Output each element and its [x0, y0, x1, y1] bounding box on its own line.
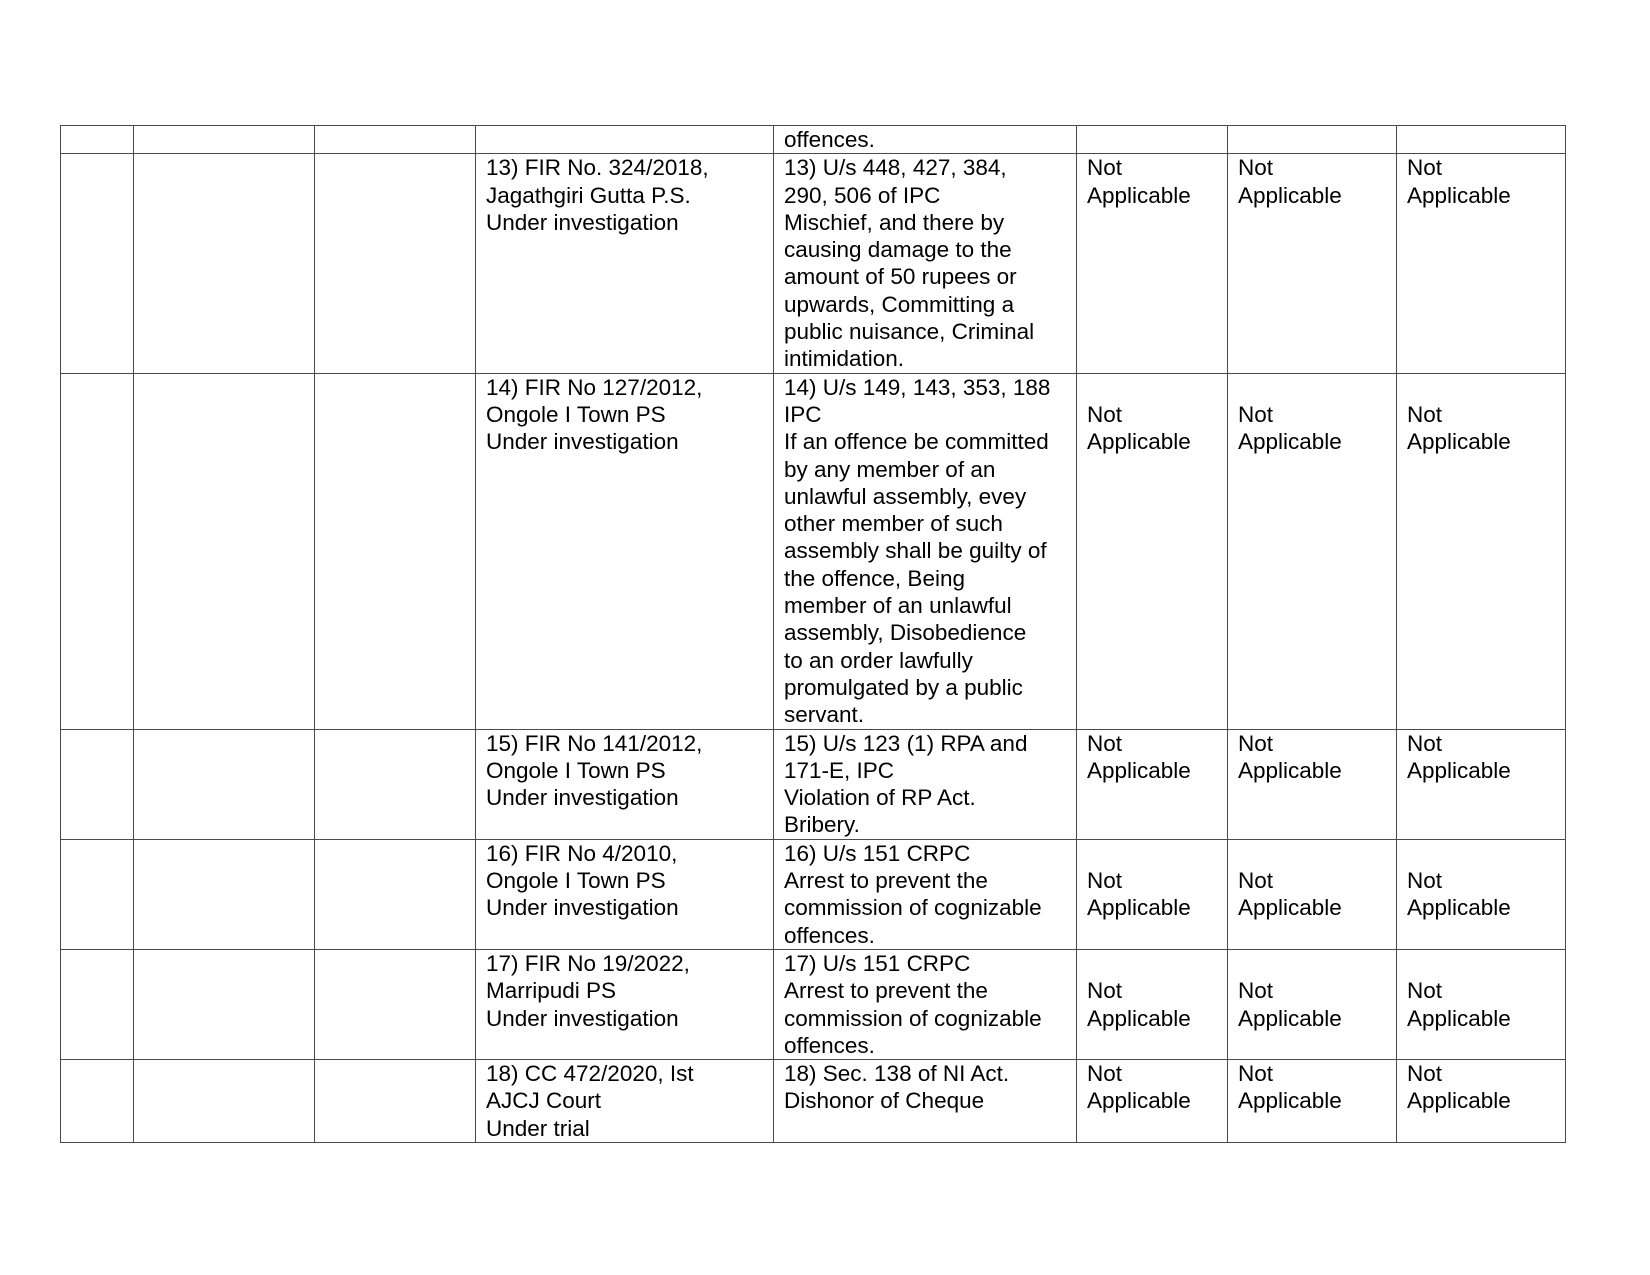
text-line: 17) FIR No 19/2022,: [486, 950, 690, 976]
empty-cell: [61, 1060, 134, 1143]
text-line: Under trial: [486, 1115, 590, 1141]
text-line: Applicable: [1407, 182, 1511, 208]
line-spacer: [1407, 840, 1557, 867]
text-line: Applicable: [1407, 895, 1511, 921]
line-spacer: [1087, 374, 1219, 401]
text-line: unlawful assembly, evey: [784, 483, 1027, 509]
text-line: Applicable: [1087, 895, 1191, 921]
text-line: Bribery.: [784, 812, 860, 838]
line-spacer: [1407, 374, 1557, 401]
text-line: Not: [1407, 868, 1443, 894]
empty-cell: [315, 839, 476, 949]
text-line: IPC: [784, 401, 822, 427]
applicability-cell: [1397, 126, 1566, 154]
text-line: Not: [1407, 1061, 1443, 1087]
applicability-cell: [1397, 1060, 1566, 1143]
text-line: commission of cognizable: [784, 895, 1042, 921]
empty-cell: [134, 729, 315, 839]
applicability-cell: [1228, 729, 1397, 839]
line-spacer: [1087, 950, 1219, 977]
text-line: Applicable: [1238, 182, 1342, 208]
text-line: Marripudi PS: [486, 978, 617, 1004]
text-line: intimidation.: [784, 346, 905, 372]
text-line: Applicable: [1407, 757, 1511, 783]
text-line: Not: [1087, 1061, 1123, 1087]
applicability-cell: [1397, 839, 1566, 949]
text-line: member of an unlawful: [784, 593, 1012, 619]
text-line: offences.: [784, 1032, 875, 1058]
empty-cell: [61, 949, 134, 1059]
case-details-cell: [476, 373, 774, 729]
text-line: commission of cognizable: [784, 1005, 1042, 1031]
case-details-cell: [476, 729, 774, 839]
applicability-cell: [1077, 729, 1228, 839]
criminal-cases-table: [60, 125, 1566, 1143]
sections-cell: [774, 154, 1077, 373]
line-spacer: [1238, 840, 1388, 867]
empty-cell: [134, 373, 315, 729]
text-line: Applicable: [1407, 1005, 1511, 1031]
applicability-cell: [1397, 729, 1566, 839]
case-details-cell: [476, 154, 774, 373]
text-line: Under investigation: [486, 429, 679, 455]
empty-cell: [61, 154, 134, 373]
applicability-cell: [1077, 154, 1228, 373]
table-row: [61, 949, 1566, 1059]
text-line: Ongole I Town PS: [486, 757, 666, 783]
empty-cell: [134, 154, 315, 373]
text-line: Not: [1238, 1061, 1274, 1087]
table-row: [61, 729, 1566, 839]
applicability-cell: [1077, 839, 1228, 949]
text-line: Under investigation: [486, 209, 679, 235]
applicability-cell: [1228, 373, 1397, 729]
text-line: 14) U/s 149, 143, 353, 188: [784, 374, 1051, 400]
text-line: upwards, Committing a: [784, 291, 1015, 317]
applicability-cell: [1077, 126, 1228, 154]
applicability-cell: [1397, 373, 1566, 729]
applicability-cell: [1228, 154, 1397, 373]
text-line: Applicable: [1238, 1088, 1342, 1114]
text-line: servant.: [784, 702, 865, 728]
text-line: Violation of RP Act.: [784, 785, 976, 811]
text-line: Not: [1238, 978, 1274, 1004]
line-spacer: [1238, 950, 1388, 977]
text-line: Not: [1407, 401, 1443, 427]
text-line: assembly, Disobedience: [784, 620, 1027, 646]
text-line: Applicable: [1087, 182, 1191, 208]
sections-cell: [774, 373, 1077, 729]
table-row: [61, 373, 1566, 729]
text-line: AJCJ Court: [486, 1088, 602, 1114]
text-line: 13) FIR No. 324/2018,: [486, 155, 709, 181]
sections-cell: [774, 949, 1077, 1059]
text-line: to an order lawfully: [784, 647, 973, 673]
applicability-cell: [1397, 154, 1566, 373]
text-line: Not: [1087, 978, 1123, 1004]
text-line: Not: [1238, 868, 1274, 894]
sections-cell: [774, 839, 1077, 949]
text-line: Applicable: [1238, 429, 1342, 455]
text-line: 16) FIR No 4/2010,: [486, 840, 678, 866]
empty-cell: [61, 126, 134, 154]
text-line: causing damage to the: [784, 237, 1012, 263]
text-line: Mischief, and there by: [784, 209, 1005, 235]
applicability-cell: [1228, 949, 1397, 1059]
text-line: Applicable: [1238, 1005, 1342, 1031]
empty-cell: [315, 949, 476, 1059]
table-row: [61, 1060, 1566, 1143]
text-line: 15) U/s 123 (1) RPA and: [784, 730, 1028, 756]
text-line: Not: [1407, 978, 1443, 1004]
text-line: promulgated by a public: [784, 674, 1023, 700]
text-line: Applicable: [1087, 1088, 1191, 1114]
text-line: Arrest to prevent the: [784, 978, 988, 1004]
text-line: public nuisance, Criminal: [784, 319, 1035, 345]
applicability-cell: [1228, 126, 1397, 154]
text-line: Not: [1087, 868, 1123, 894]
text-line: Not: [1087, 155, 1123, 181]
text-line: Applicable: [1087, 1005, 1191, 1031]
empty-cell: [61, 839, 134, 949]
text-line: assembly shall be guilty of: [784, 538, 1047, 564]
text-line: offences.: [784, 922, 875, 948]
text-line: Under investigation: [486, 895, 679, 921]
line-spacer: [1238, 374, 1388, 401]
text-line: Ongole I Town PS: [486, 868, 666, 894]
text-line: 15) FIR No 141/2012,: [486, 730, 703, 756]
empty-cell: [134, 1060, 315, 1143]
case-details-cell: [476, 839, 774, 949]
text-line: If an offence be committed: [784, 429, 1049, 455]
text-line: Jagathgiri Gutta P.S.: [486, 182, 691, 208]
applicability-cell: [1228, 1060, 1397, 1143]
empty-cell: [134, 839, 315, 949]
text-line: 171-E, IPC: [784, 757, 895, 783]
applicability-cell: [1077, 949, 1228, 1059]
empty-cell: [315, 154, 476, 373]
text-line: 18) CC 472/2020, Ist: [486, 1061, 694, 1087]
text-line: the offence, Being: [784, 565, 965, 591]
text-line: Not: [1238, 401, 1274, 427]
text-line: Applicable: [1407, 429, 1511, 455]
text-line: amount of 50 rupees or: [784, 264, 1017, 290]
applicability-cell: [1228, 839, 1397, 949]
text-line: Not: [1238, 730, 1274, 756]
text-line: other member of such: [784, 511, 1003, 537]
applicability-cell: [1077, 373, 1228, 729]
table-body: [61, 126, 1566, 1143]
case-details-cell: [476, 126, 774, 154]
sections-cell: [774, 1060, 1077, 1143]
sections-cell: [774, 126, 1077, 154]
text-line: 16) U/s 151 CRPC: [784, 840, 971, 866]
line-spacer: [1407, 950, 1557, 977]
text-line: by any member of an: [784, 456, 996, 482]
text-line: Not: [1087, 401, 1123, 427]
empty-cell: [61, 729, 134, 839]
case-details-cell: [476, 1060, 774, 1143]
text-line: Under investigation: [486, 1005, 679, 1031]
text-line: Arrest to prevent the: [784, 868, 988, 894]
text-line: 13) U/s 448, 427, 384,: [784, 155, 1007, 181]
line-spacer: [1087, 840, 1219, 867]
text-line: 14) FIR No 127/2012,: [486, 374, 703, 400]
text-line: Not: [1238, 155, 1274, 181]
text-line: Applicable: [1087, 429, 1191, 455]
text-line: Applicable: [1238, 895, 1342, 921]
applicability-cell: [1397, 949, 1566, 1059]
text-line: Not: [1407, 730, 1443, 756]
sections-cell: [774, 729, 1077, 839]
text-line: offences.: [784, 127, 875, 152]
empty-cell: [134, 949, 315, 1059]
empty-cell: [315, 373, 476, 729]
text-line: Under investigation: [486, 785, 679, 811]
text-line: Dishonor of Cheque: [784, 1088, 985, 1114]
applicability-cell: [1077, 1060, 1228, 1143]
empty-cell: [315, 729, 476, 839]
empty-cell: [134, 126, 315, 154]
case-details-cell: [476, 949, 774, 1059]
text-line: Not: [1087, 730, 1123, 756]
text-line: 290, 506 of IPC: [784, 182, 941, 208]
empty-cell: [315, 126, 476, 154]
text-line: 18) Sec. 138 of NI Act.: [784, 1061, 1010, 1087]
empty-cell: [315, 1060, 476, 1143]
text-line: Applicable: [1407, 1088, 1511, 1114]
text-line: Ongole I Town PS: [486, 401, 666, 427]
text-line: 17) U/s 151 CRPC: [784, 950, 971, 976]
text-line: Not: [1407, 155, 1443, 181]
text-line: Applicable: [1087, 757, 1191, 783]
empty-cell: [61, 373, 134, 729]
table-row: [61, 154, 1566, 373]
text-line: Applicable: [1238, 757, 1342, 783]
table-row: [61, 126, 1566, 154]
table-row: [61, 839, 1566, 949]
